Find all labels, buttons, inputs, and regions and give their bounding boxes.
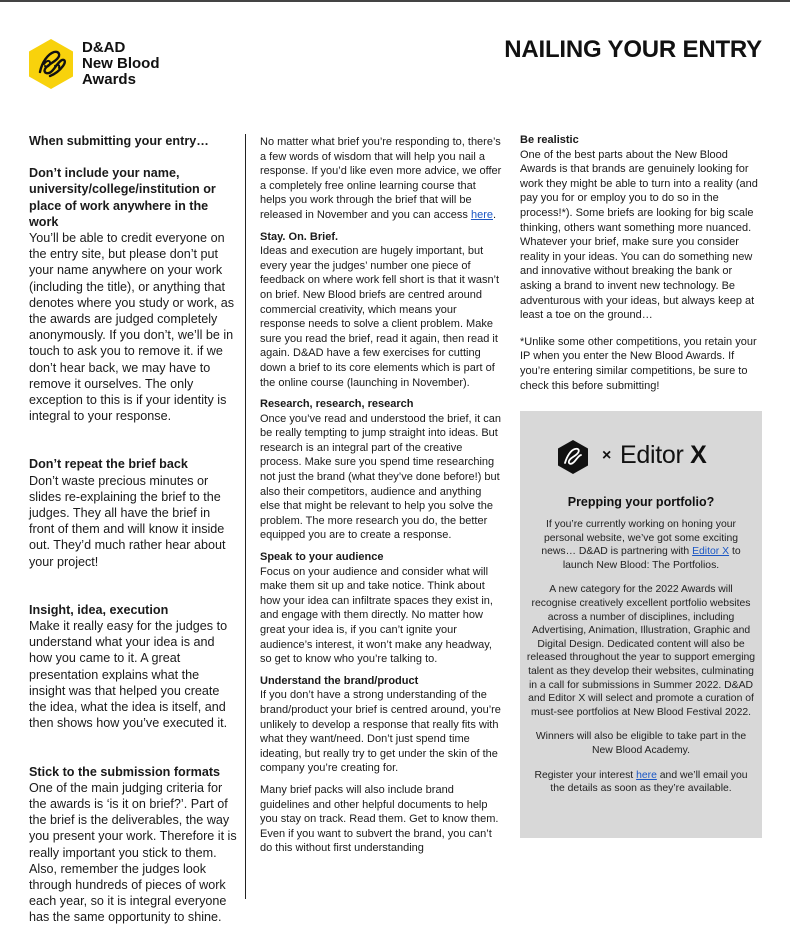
section-heading: Research, research, research xyxy=(260,398,414,411)
editor-x-promo xyxy=(520,411,762,838)
partner-logos xyxy=(557,439,727,475)
promo-heading: Prepping your portfolio? xyxy=(567,495,715,509)
editor-x-link[interactable]: Editor X xyxy=(692,546,730,558)
brand-name xyxy=(82,40,160,88)
promo-paragraph: Register your interest here and we’ll email you the details as soon as they’re available. xyxy=(534,769,748,795)
footnote: *Unlike some other competitions, you retain your IP when you enter the New Blood Awards. If you’re entering similar competitions, be sure to check this before submitting! xyxy=(520,335,757,392)
times-glyph: × xyxy=(602,447,612,464)
section-body: Don’t waste precious minutes or slides re-explaining the brief to the judges. They all have the brief in front of them and will know it inside out. They’d much rather hear about your project! xyxy=(29,473,226,569)
section-heading: Understand the brand/product xyxy=(260,674,419,687)
section-body: Ideas and execution are hugely important, but every year the judges’ number one piece of feedback on where work fell short is that it wasn’t on brief. New Blood briefs are centred around commercial creativity, which means your response needs to solve a client problem. Make sure you read the brief, read it again, then read it again. D&AD have a few exercises for cutting down a brief to its core elements which is part of the online course (launching in November). xyxy=(260,245,500,389)
section-heading: Be realistic xyxy=(520,134,579,146)
section-body: Focus on your audience and consider what will make them sit up and take notice. Think about how your idea can infiltrate spaces they exist in, and engage with them directly. No matter how great your idea is, if you can’t ignite your audience’s interest, it won’t make any headway, so get to know who you’re talking to. xyxy=(260,565,493,666)
column-left xyxy=(29,133,237,926)
dandad-pencil-icon xyxy=(28,38,74,90)
section-body: One of the main judging criteria for the awards is ‘is it on brief?’. Part of the brief is the deliverables, the way you present your work. Therefore it is really important you stick to them. Also, remember the judges look through hundreds of pieces of work each year, so it is integral everyone has the same opportunity to shine. xyxy=(29,780,237,925)
register-interest-link[interactable]: here xyxy=(636,769,657,781)
column-right xyxy=(520,133,762,393)
editor-x-logo: Editor X xyxy=(620,441,707,469)
section-heading: Don’t repeat the brief back xyxy=(29,457,188,472)
page-title: NAILING YOUR ENTRY xyxy=(504,36,762,63)
top-rule xyxy=(0,0,790,2)
section-body: Many brief packs will also include brand guidelines and other helpful documents to help you stay on track. Read them. Get to know them. Even if you want to subvert the brand, you can’t do this without first understanding xyxy=(260,783,499,855)
section-body: Make it really easy for the judges to understand what your idea is and how you came to it. A great presentation explains what the insight was that helped you create the idea, what the idea is itself, and then shows how you’ve executed it. xyxy=(29,619,228,731)
brand-line: New Blood xyxy=(82,55,160,72)
intro-paragraph: No matter what brief you’re responding to, there’s a few words of wisdom that will help you nail a response. If you’d like even more advice, we offer a completely free online learning course that helps you work through the brief that will be released in November and you can access here. xyxy=(260,136,502,221)
course-link[interactable]: here xyxy=(470,208,493,221)
promo-paragraph: If you’re currently working on honing your personal website, we’ve got some exciting news… D&AD is partnering with Editor X to launch New Blood: The Portfolios. xyxy=(541,519,741,571)
section-heading: Stick to the submission formats xyxy=(29,764,221,779)
column-middle xyxy=(260,135,504,856)
dandad-badge-icon xyxy=(557,439,589,475)
brand-line: D&AD xyxy=(82,39,126,56)
promo-body xyxy=(526,495,756,796)
section-heading: Speak to your audience xyxy=(260,551,384,564)
section-heading: Don’t include your name, university/college/institution or place of work anywhere in the work xyxy=(29,166,216,229)
intro-heading: When submitting your entry… xyxy=(29,134,209,148)
brand-line: Awards xyxy=(82,71,136,88)
section-body: You’ll be able to credit everyone on the entry site, but please don’t put your name anywhere on your work (including the title), or anything that denotes where you study or work, as the awards are judged completely anonymously. If you don’t, we’ll be in touch to ask you to remove it. if we don’t hear back, we may have to remove it ourselves. The only exception to this is if your identity is integral to your response. xyxy=(29,231,235,424)
section-body: Once you’ve read and understood the brief, it can be really tempting to jump straight into ideas. But research is an integral part of the creative process. Make sure you spend time researching not just the brand (what they’ve done before!) but also their competitors, audience and anything else that might be relevant to help you solve the problem. The more research you do, the better equipped you are to create a response. xyxy=(260,412,501,542)
section-body: One of the best parts about the New Blood Awards is that brands are genuinely looking for work they might be able to turn into a reality (and pay you for or employ you to do so in the process!*). Some briefs are looking for big scale thinking, others want something more nuanced. Whatever your brief, make sure you consider reality in your ideas. You can do something new and innovative without breaking the bank or asking a brand to invent new technology. Be adventurous with your ideas, but always keep at least a toe on the ground… xyxy=(520,148,758,322)
promo-paragraph: A new category for the 2022 Awards will recognise creatively excellent portfolio websites across a number of disciplines, including Advertising, Animation, Illustration, Graphic and Digital Design. Dedicated content will also be released throughout the year to support emerging talent as they develop their websites, culminating in a call for submissions in Summer 2022. D&AD and Editor X will select and promote a curation of must-see portfolios at New Blood Festival 2022. xyxy=(526,584,756,718)
column-divider xyxy=(245,134,246,899)
section-body: If you don’t have a strong understanding of the brand/product your brief is centred around, you’re unlikely to develop a response that really fits with what they want/need. Don’t just spend time ideating, but really try to get under the skin of the company you’re creating for. xyxy=(260,689,501,775)
promo-paragraph: Winners will also be eligible to take part in the New Blood Academy. xyxy=(535,731,747,756)
section-heading: Insight, idea, execution xyxy=(29,602,169,617)
section-heading: Stay. On. Brief. xyxy=(260,230,339,243)
